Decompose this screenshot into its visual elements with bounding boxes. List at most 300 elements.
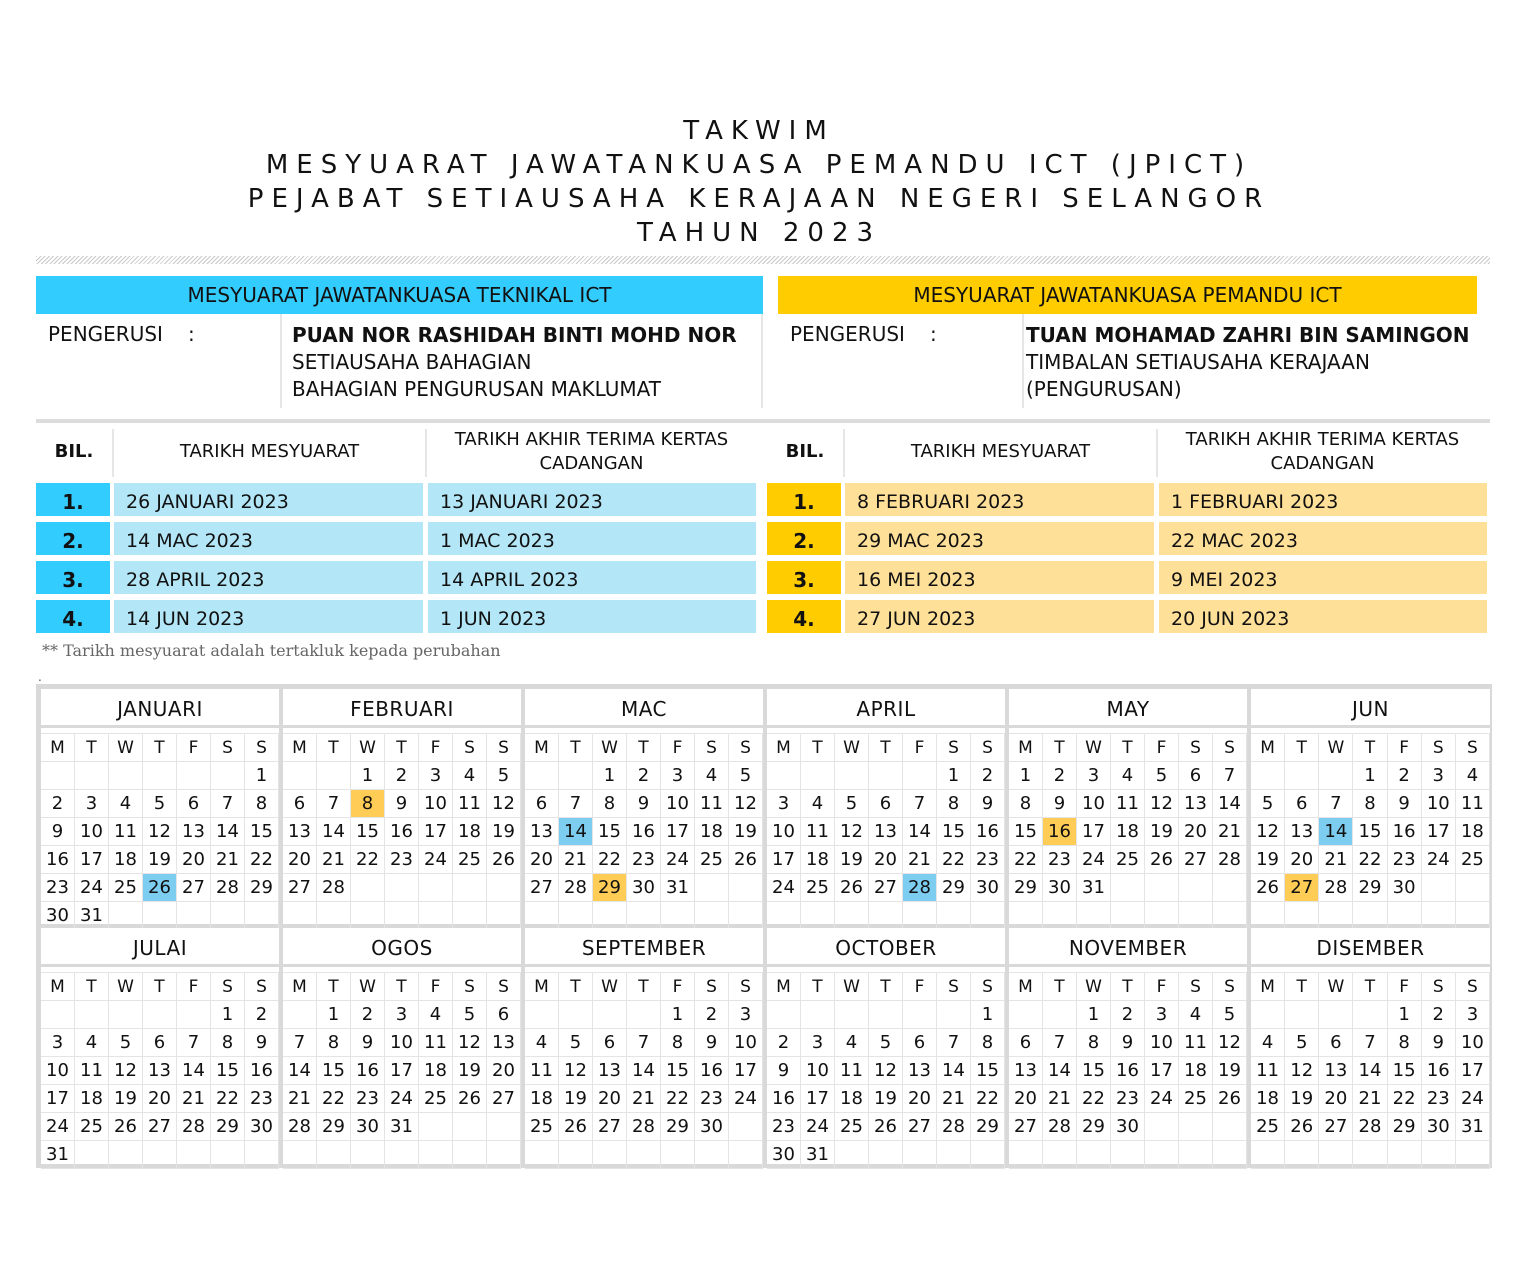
calendar-day: 13 xyxy=(1179,790,1213,818)
calendar-empty-cell xyxy=(937,1141,971,1169)
calendar-day: 1 xyxy=(1077,1001,1111,1029)
weekday-header: W xyxy=(351,973,385,1001)
calendar-empty-cell xyxy=(1009,1141,1043,1169)
calendar-day: 20 xyxy=(143,1085,177,1113)
month-october xyxy=(767,928,1005,1164)
pemandu-row-akhir: 22 MAC 2023 xyxy=(1159,522,1487,555)
calendar-day: 4 xyxy=(109,790,143,818)
calendar-day: 4 xyxy=(1179,1001,1213,1029)
calendar-day: 3 xyxy=(801,1029,835,1057)
teknikal-row-tarikh: 28 APRIL 2023 xyxy=(114,561,423,594)
weekday-header: S xyxy=(695,734,729,762)
calendar-day: 19 xyxy=(143,846,177,874)
calendar-day: 21 xyxy=(903,846,937,874)
calendar-day: 4 xyxy=(525,1029,559,1057)
calendar-day: 13 xyxy=(593,1057,627,1085)
month-ogos xyxy=(283,928,521,1164)
calendar-empty-cell xyxy=(593,902,627,930)
calendar-day: 25 xyxy=(1111,846,1145,874)
calendar-empty-cell xyxy=(1043,902,1077,930)
calendar-day: 23 xyxy=(351,1085,385,1113)
calendar-empty-cell xyxy=(1043,1141,1077,1169)
calendar-day: 19 xyxy=(1213,1057,1247,1085)
weekday-header: M xyxy=(1009,734,1043,762)
calendar-day: 26 xyxy=(1213,1085,1247,1113)
calendar-day: 11 xyxy=(453,790,487,818)
calendar-empty-cell xyxy=(971,1141,1005,1169)
calendar-empty-cell xyxy=(869,1141,903,1169)
calendar-day: 29 xyxy=(211,1113,245,1141)
calendar-empty-cell xyxy=(801,902,835,930)
calendar-day: 30 xyxy=(1111,1113,1145,1141)
calendar-day-teknikal-meeting: 26 xyxy=(143,874,177,902)
calendar-day: 16 xyxy=(695,1057,729,1085)
month-jun xyxy=(1251,689,1490,924)
month-grid xyxy=(525,733,763,898)
calendar-empty-cell xyxy=(109,762,143,790)
calendar-day: 7 xyxy=(1319,790,1353,818)
calendar-empty-cell xyxy=(41,1001,75,1029)
calendar-day: 30 xyxy=(627,874,661,902)
weekday-header: W xyxy=(1319,734,1353,762)
weekday-header: T xyxy=(317,734,351,762)
calendar-empty-cell xyxy=(525,902,559,930)
month-name: OCTOBER xyxy=(835,936,937,960)
month-name: DISEMBER xyxy=(1316,936,1425,960)
calendar-day: 2 xyxy=(767,1029,801,1057)
calendar-day: 19 xyxy=(109,1085,143,1113)
calendar-day: 1 xyxy=(661,1001,695,1029)
calendar-empty-cell xyxy=(729,874,763,902)
calendar-day: 22 xyxy=(211,1085,245,1113)
month-grid xyxy=(283,972,521,1137)
weekday-header: T xyxy=(801,973,835,1001)
calendar-day: 16 xyxy=(1111,1057,1145,1085)
calendar-day: 21 xyxy=(283,1085,317,1113)
calendar-empty-cell xyxy=(283,762,317,790)
calendar-day: 30 xyxy=(245,1113,279,1141)
month-mac xyxy=(525,689,763,924)
calendar-empty-cell xyxy=(419,1141,453,1169)
calendar-empty-cell xyxy=(1319,1001,1353,1029)
calendar-empty-cell xyxy=(1456,1141,1490,1169)
calendar-empty-cell xyxy=(627,1001,661,1029)
calendar-day: 18 xyxy=(1111,818,1145,846)
calendar-empty-cell xyxy=(283,1141,317,1169)
calendar-day: 22 xyxy=(1388,1085,1422,1113)
calendar-day: 21 xyxy=(559,846,593,874)
month-grid xyxy=(1251,733,1490,898)
pemandu-row-akhir: 1 FEBRUARI 2023 xyxy=(1159,483,1487,516)
weekday-header: M xyxy=(283,734,317,762)
calendar-day: 8 xyxy=(211,1029,245,1057)
teknikal-row-tarikh: 14 JUN 2023 xyxy=(114,600,423,633)
calendar-day: 16 xyxy=(1388,818,1422,846)
weekday-header: S xyxy=(1179,973,1213,1001)
calendar-day: 3 xyxy=(75,790,109,818)
weekday-header: T xyxy=(143,973,177,1001)
calendar-empty-cell xyxy=(211,1141,245,1169)
calendar-day: 28 xyxy=(559,874,593,902)
calendar-day: 3 xyxy=(729,1001,763,1029)
month-underline xyxy=(525,725,763,728)
calendar-day: 4 xyxy=(835,1029,869,1057)
calendar-day: 1 xyxy=(1388,1001,1422,1029)
weekday-header: S xyxy=(487,734,521,762)
calendar-day: 28 xyxy=(1213,846,1247,874)
calendar-day: 22 xyxy=(351,846,385,874)
calendar-day: 23 xyxy=(1111,1085,1145,1113)
calendar-day: 13 xyxy=(1009,1057,1043,1085)
month-may xyxy=(1009,689,1247,924)
calendar-day: 23 xyxy=(627,846,661,874)
calendar-day: 4 xyxy=(75,1029,109,1057)
weekday-header: S xyxy=(971,734,1005,762)
month-name: OGOS xyxy=(371,936,433,960)
calendar-day: 4 xyxy=(695,762,729,790)
calendar-day: 11 xyxy=(695,790,729,818)
calendar-empty-cell xyxy=(177,1141,211,1169)
calendar-empty-cell xyxy=(1043,1001,1077,1029)
month-grid xyxy=(767,972,1005,1165)
calendar-empty-cell xyxy=(835,1141,869,1169)
calendar-day: 27 xyxy=(1009,1113,1043,1141)
calendar-day: 15 xyxy=(1077,1057,1111,1085)
calendar-day: 21 xyxy=(1319,846,1353,874)
calendar-day: 15 xyxy=(1353,818,1387,846)
calendar-empty-cell xyxy=(1251,902,1285,930)
calendar-day: 23 xyxy=(1388,846,1422,874)
calendar-day: 18 xyxy=(1179,1057,1213,1085)
calendar-day: 20 xyxy=(283,846,317,874)
teknikal-chair-title: SETIAUSAHA BAHAGIAN xyxy=(292,350,532,374)
calendar-empty-cell xyxy=(767,1001,801,1029)
calendar-day: 20 xyxy=(1285,846,1319,874)
calendar-empty-cell xyxy=(487,1113,521,1141)
weekday-header: S xyxy=(971,973,1005,1001)
calendar-day: 26 xyxy=(729,846,763,874)
calendar-empty-cell xyxy=(1319,1141,1353,1169)
calendar-day: 10 xyxy=(1456,1029,1490,1057)
teknikal-row-bil: 1. xyxy=(36,483,110,516)
calendar-day: 20 xyxy=(1179,818,1213,846)
weekday-header: M xyxy=(41,973,75,1001)
calendar-day: 26 xyxy=(453,1085,487,1113)
month-grid xyxy=(1251,972,1490,1137)
calendar-empty-cell xyxy=(937,902,971,930)
calendar-day-pemandu-meeting: 29 xyxy=(593,874,627,902)
pemandu-meeting-row xyxy=(767,522,1487,555)
weekday-header: S xyxy=(211,734,245,762)
weekday-header: S xyxy=(245,973,279,1001)
weekday-header: F xyxy=(419,973,453,1001)
pemandu-chair-details xyxy=(1026,322,1470,403)
calendar-day: 30 xyxy=(695,1113,729,1141)
calendar-day: 9 xyxy=(971,790,1005,818)
calendar-day: 25 xyxy=(695,846,729,874)
month-underline xyxy=(283,964,521,967)
calendar-empty-cell xyxy=(453,874,487,902)
calendar-day: 9 xyxy=(41,818,75,846)
calendar-day: 24 xyxy=(385,1085,419,1113)
calendar-empty-cell xyxy=(1213,1141,1247,1169)
month-underline xyxy=(283,725,521,728)
weekday-header: F xyxy=(1388,973,1422,1001)
calendar-day: 9 xyxy=(385,790,419,818)
calendar-empty-cell xyxy=(1251,762,1285,790)
calendar-day: 3 xyxy=(385,1001,419,1029)
calendar-empty-cell xyxy=(1251,1141,1285,1169)
calendar-day: 26 xyxy=(109,1113,143,1141)
month-underline xyxy=(1009,725,1247,728)
calendar-empty-cell xyxy=(211,902,245,930)
pemandu-chair-colon: : xyxy=(930,322,937,346)
calendar-day: 11 xyxy=(419,1029,453,1057)
pemandu-row-tarikh: 29 MAC 2023 xyxy=(845,522,1154,555)
weekday-header: S xyxy=(937,734,971,762)
pemandu-header: MESYUARAT JAWATANKUASA PEMANDU ICT xyxy=(778,276,1477,314)
calendar-day: 21 xyxy=(177,1085,211,1113)
calendar-day: 25 xyxy=(75,1113,109,1141)
calendar-day: 13 xyxy=(1285,818,1319,846)
calendar-empty-cell xyxy=(1179,1113,1213,1141)
calendar-day: 29 xyxy=(245,874,279,902)
calendar-day: 22 xyxy=(971,1085,1005,1113)
weekday-header: S xyxy=(729,734,763,762)
calendar-day: 17 xyxy=(1456,1057,1490,1085)
calendar-day: 16 xyxy=(1422,1057,1456,1085)
document-title xyxy=(0,114,1518,250)
calendar-day: 2 xyxy=(351,1001,385,1029)
calendar-empty-cell xyxy=(695,874,729,902)
calendar-day: 13 xyxy=(143,1057,177,1085)
calendar-day: 19 xyxy=(835,846,869,874)
calendar-day-teknikal-meeting: 14 xyxy=(559,818,593,846)
calendar-empty-cell xyxy=(903,1141,937,1169)
month-grid xyxy=(767,733,1005,898)
weekday-header: S xyxy=(1213,973,1247,1001)
calendar-day: 8 xyxy=(317,1029,351,1057)
calendar-day: 23 xyxy=(971,846,1005,874)
calendar-empty-cell xyxy=(937,1001,971,1029)
calendar-day: 11 xyxy=(801,818,835,846)
weekday-header: F xyxy=(177,973,211,1001)
calendar-day: 10 xyxy=(1077,790,1111,818)
calendar-day: 30 xyxy=(971,874,1005,902)
calendar-day: 2 xyxy=(627,762,661,790)
calendar-day: 30 xyxy=(351,1113,385,1141)
calendar-day: 9 xyxy=(1388,790,1422,818)
calendar-day: 6 xyxy=(525,790,559,818)
calendar-day: 28 xyxy=(177,1113,211,1141)
calendar-day: 28 xyxy=(1353,1113,1387,1141)
calendar-day: 24 xyxy=(767,874,801,902)
pemandu-col-bil: BIL. xyxy=(785,441,825,462)
weekday-header: F xyxy=(903,734,937,762)
month-julai xyxy=(41,928,279,1164)
calendar-day: 17 xyxy=(1077,818,1111,846)
calendar-empty-cell xyxy=(559,902,593,930)
calendar-day: 14 xyxy=(317,818,351,846)
calendar-day: 10 xyxy=(801,1057,835,1085)
weekday-header: S xyxy=(1422,973,1456,1001)
calendar-day: 26 xyxy=(1145,846,1179,874)
calendar-day: 9 xyxy=(245,1029,279,1057)
calendar-day: 1 xyxy=(1353,762,1387,790)
calendar-day: 24 xyxy=(1422,846,1456,874)
calendar-empty-cell xyxy=(801,1001,835,1029)
weekday-header: S xyxy=(695,973,729,1001)
pemandu-col-akhir: TARIKH AKHIR TERIMA KERTAS CADANGAN xyxy=(1185,429,1460,474)
pemandu-meeting-row xyxy=(767,483,1487,516)
title-line-3: PEJABAT SETIAUSAHA KERAJAAN NEGERI SELANGOR xyxy=(247,184,1271,214)
calendar-empty-cell xyxy=(453,1141,487,1169)
calendar-day: 29 xyxy=(1353,874,1387,902)
calendar-day: 3 xyxy=(661,762,695,790)
weekday-header: T xyxy=(1111,973,1145,1001)
teknikal-row-akhir: 13 JANUARI 2023 xyxy=(428,483,756,516)
weekday-header: T xyxy=(75,734,109,762)
calendar-day: 12 xyxy=(143,818,177,846)
calendar-day: 2 xyxy=(41,790,75,818)
weekday-header: W xyxy=(109,973,143,1001)
weekday-header: T xyxy=(143,734,177,762)
calendar-day: 8 xyxy=(937,790,971,818)
calendar-day: 17 xyxy=(729,1057,763,1085)
calendar-day: 27 xyxy=(1319,1113,1353,1141)
weekday-header: W xyxy=(593,973,627,1001)
calendar-day: 15 xyxy=(245,818,279,846)
calendar-day: 6 xyxy=(143,1029,177,1057)
calendar-empty-cell xyxy=(1111,1141,1145,1169)
calendar-day: 12 xyxy=(487,790,521,818)
pemandu-chair-label: PENGERUSI xyxy=(790,322,905,346)
calendar-empty-cell xyxy=(1353,1001,1387,1029)
calendar-day: 18 xyxy=(525,1085,559,1113)
weekday-header: M xyxy=(767,734,801,762)
calendar-day: 30 xyxy=(41,902,75,930)
calendar-day: 5 xyxy=(835,790,869,818)
calendar-empty-cell xyxy=(767,902,801,930)
calendar-empty-cell xyxy=(1285,762,1319,790)
teknikal-header: MESYUARAT JAWATANKUASA TEKNIKAL ICT xyxy=(36,276,763,314)
calendar-day: 8 xyxy=(661,1029,695,1057)
calendar-day: 25 xyxy=(1179,1085,1213,1113)
weekday-header: W xyxy=(1319,973,1353,1001)
calendar-empty-cell xyxy=(1213,1113,1247,1141)
calendar-day: 18 xyxy=(75,1085,109,1113)
calendar-day: 12 xyxy=(869,1057,903,1085)
month-grid xyxy=(1009,972,1247,1137)
calendar-day: 17 xyxy=(1145,1057,1179,1085)
pemandu-chair-dept: (PENGURUSAN) xyxy=(1026,377,1182,401)
calendar-empty-cell xyxy=(1422,874,1456,902)
teknikal-col-akhir: TARIKH AKHIR TERIMA KERTAS CADANGAN xyxy=(454,429,729,474)
calendar-day: 14 xyxy=(283,1057,317,1085)
calendar-day: 16 xyxy=(767,1085,801,1113)
calendar-day: 28 xyxy=(1043,1113,1077,1141)
calendar-empty-cell xyxy=(1145,902,1179,930)
calendar-day: 21 xyxy=(1353,1085,1387,1113)
weekday-header: S xyxy=(1456,973,1490,1001)
calendar-day: 6 xyxy=(593,1029,627,1057)
calendar-empty-cell xyxy=(41,762,75,790)
weekday-header: T xyxy=(869,973,903,1001)
teknikal-row-tarikh: 26 JANUARI 2023 xyxy=(114,483,423,516)
calendar-empty-cell xyxy=(177,1001,211,1029)
calendar-day: 16 xyxy=(385,818,419,846)
weekday-header: W xyxy=(1077,973,1111,1001)
calendar-day: 24 xyxy=(729,1085,763,1113)
calendar-empty-cell xyxy=(1179,902,1213,930)
month-name: JANUARI xyxy=(117,697,203,721)
calendar-day: 6 xyxy=(1009,1029,1043,1057)
calendar-empty-cell xyxy=(143,1141,177,1169)
weekday-header: T xyxy=(317,973,351,1001)
calendar-day: 5 xyxy=(143,790,177,818)
calendar-day: 9 xyxy=(351,1029,385,1057)
pemandu-chair-name: TUAN MOHAMAD ZAHRI BIN SAMINGON xyxy=(1026,323,1470,347)
calendar-day: 20 xyxy=(1319,1085,1353,1113)
calendar-day: 3 xyxy=(1422,762,1456,790)
calendar-empty-cell xyxy=(487,902,521,930)
calendar-day: 22 xyxy=(661,1085,695,1113)
weekday-header: M xyxy=(767,973,801,1001)
weekday-header: T xyxy=(1285,973,1319,1001)
calendar-empty-cell xyxy=(419,874,453,902)
calendar-empty-cell xyxy=(1009,902,1043,930)
pemandu-col-tarikh: TARIKH MESYUARAT xyxy=(910,441,1091,462)
calendar-empty-cell xyxy=(593,1001,627,1029)
calendar-day: 27 xyxy=(283,874,317,902)
calendar-day: 12 xyxy=(453,1029,487,1057)
calendar-day: 24 xyxy=(1077,846,1111,874)
calendar-day: 8 xyxy=(593,790,627,818)
calendar-empty-cell xyxy=(351,874,385,902)
weekday-header: T xyxy=(559,973,593,1001)
weekday-header: T xyxy=(801,734,835,762)
calendar-empty-cell xyxy=(1145,874,1179,902)
calendar-day-teknikal-meeting: 28 xyxy=(903,874,937,902)
calendar-day: 23 xyxy=(1422,1085,1456,1113)
calendar-empty-cell xyxy=(627,1141,661,1169)
calendar-day: 6 xyxy=(903,1029,937,1057)
calendar-empty-cell xyxy=(317,762,351,790)
calendar-day: 31 xyxy=(75,902,109,930)
weekday-header: M xyxy=(1251,973,1285,1001)
calendar-empty-cell xyxy=(835,1001,869,1029)
calendar-empty-cell xyxy=(869,902,903,930)
calendar-day: 19 xyxy=(487,818,521,846)
month-name: MAY xyxy=(1106,697,1150,721)
calendar-day: 25 xyxy=(419,1085,453,1113)
teknikal-col-tarikh: TARIKH MESYUARAT xyxy=(179,441,360,462)
calendar-day: 21 xyxy=(627,1085,661,1113)
calendar-day: 11 xyxy=(525,1057,559,1085)
footnote: ** Tarikh mesyuarat adalah tertakluk kepada perubahan xyxy=(42,641,501,660)
calendar-day: 23 xyxy=(245,1085,279,1113)
month-underline xyxy=(1251,725,1490,728)
calendar-day-pemandu-meeting: 8 xyxy=(351,790,385,818)
calendar-day: 17 xyxy=(801,1085,835,1113)
weekday-header: F xyxy=(1388,734,1422,762)
calendar-day: 1 xyxy=(351,762,385,790)
weekday-header: S xyxy=(1456,734,1490,762)
calendar-empty-cell xyxy=(661,902,695,930)
calendar-day: 7 xyxy=(211,790,245,818)
weekday-header: T xyxy=(385,734,419,762)
pemandu-meeting-row xyxy=(767,600,1487,633)
